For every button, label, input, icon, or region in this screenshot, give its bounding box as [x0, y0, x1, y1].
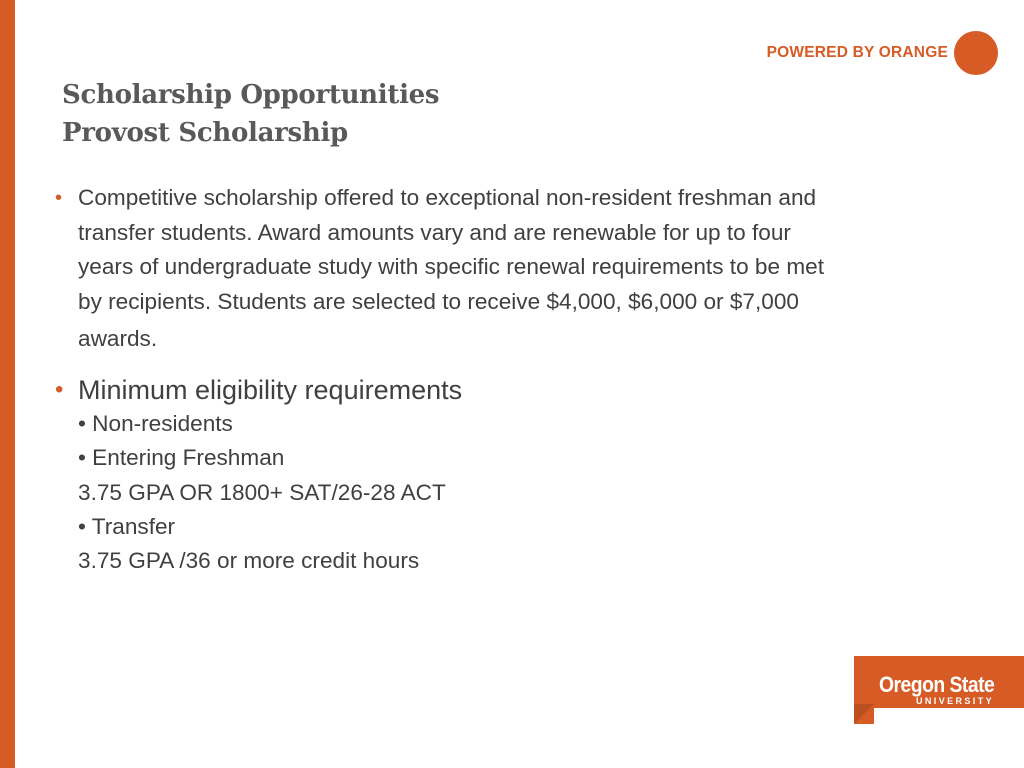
left-accent-bar — [0, 0, 15, 768]
description-bullet — [55, 181, 975, 359]
requirements-bullet — [55, 373, 975, 407]
title-line-2: Provost Scholarship — [62, 118, 348, 148]
title-line-1: Scholarship Opportunities — [62, 80, 440, 110]
requirement-item: • Non-residents — [78, 411, 233, 436]
logo-block — [854, 656, 1024, 708]
logo-name: Oregon State — [879, 672, 995, 697]
logo-subtitle: UNIVERSITY — [916, 696, 995, 706]
paragraph-line: by recipients. Students are selected to receive $4,000, $6,000 or $7,000 — [78, 288, 799, 314]
requirement-item: • Transfer — [78, 513, 176, 539]
paragraph-line: years of undergraduate study with specific renewal requirements to be met — [78, 254, 824, 279]
paragraph-line: transfer students. Award amounts vary and are renewable for up to four — [78, 219, 791, 245]
requirement-item: 3.75 GPA OR 1800+ SAT/26-28 ACT — [78, 479, 446, 505]
bullet-icon: • — [55, 376, 64, 403]
oregon-state-logo — [854, 656, 1024, 724]
powered-by-text: POWERED BY ORANGE — [766, 44, 948, 61]
slide-body — [55, 181, 975, 578]
requirement-item: • Entering Freshman — [78, 445, 285, 471]
slide-title — [62, 76, 439, 152]
orange-circle-icon — [954, 31, 998, 75]
paragraph-line: Competitive scholarship offered to exceptional non-resident freshman and — [78, 185, 817, 210]
powered-by-orange-badge — [767, 31, 998, 75]
requirements-heading: Minimum eligibility requirements — [78, 375, 463, 405]
paragraph-line: awards. — [78, 326, 158, 351]
requirements-list — [55, 407, 975, 578]
requirement-item: 3.75 GPA /36 or more credit hours — [78, 548, 420, 574]
bullet-icon: • — [55, 187, 63, 209]
logo-tab-fold — [854, 704, 874, 724]
